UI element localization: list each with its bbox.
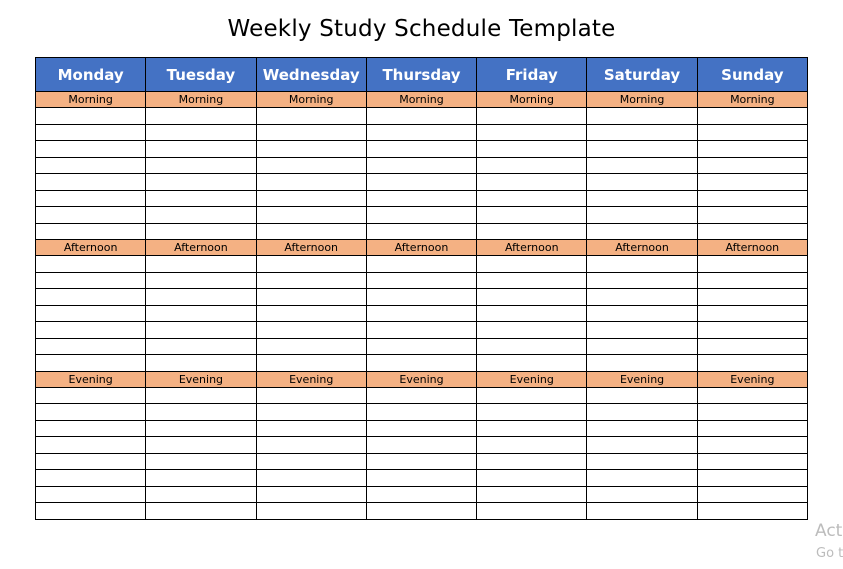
- schedule-cell[interactable]: [256, 420, 366, 437]
- schedule-cell[interactable]: [697, 190, 807, 207]
- schedule-cell[interactable]: [36, 223, 146, 240]
- schedule-cell[interactable]: [146, 223, 256, 240]
- schedule-cell[interactable]: [366, 124, 476, 141]
- schedule-cell[interactable]: [36, 420, 146, 437]
- schedule-cell[interactable]: [146, 453, 256, 470]
- schedule-cell[interactable]: [366, 404, 476, 421]
- section-label-evening: Evening: [146, 371, 256, 387]
- section-label-morning: Morning: [697, 92, 807, 108]
- schedule-cell[interactable]: [477, 322, 587, 339]
- schedule-cell[interactable]: [697, 355, 807, 372]
- schedule-cell[interactable]: [366, 207, 476, 224]
- schedule-cell[interactable]: [36, 338, 146, 355]
- schedule-cell[interactable]: [36, 256, 146, 273]
- schedule-cell[interactable]: [256, 305, 366, 322]
- schedule-cell[interactable]: [587, 486, 697, 503]
- schedule-cell[interactable]: [697, 272, 807, 289]
- schedule-row: [36, 437, 808, 454]
- schedule-cell[interactable]: [36, 124, 146, 141]
- schedule-cell[interactable]: [36, 207, 146, 224]
- schedule-row: [36, 124, 808, 141]
- schedule-cell[interactable]: [477, 174, 587, 191]
- schedule-cell[interactable]: [256, 174, 366, 191]
- schedule-cell[interactable]: [587, 190, 697, 207]
- section-row-afternoon: [36, 240, 808, 256]
- schedule-cell[interactable]: [477, 420, 587, 437]
- schedule-cell[interactable]: [366, 272, 476, 289]
- schedule-cell[interactable]: [587, 322, 697, 339]
- schedule-cell[interactable]: [146, 207, 256, 224]
- schedule-row: [36, 404, 808, 421]
- section-label-afternoon: Afternoon: [146, 240, 256, 256]
- schedule-cell[interactable]: [587, 108, 697, 125]
- schedule-cell[interactable]: [477, 289, 587, 306]
- schedule-cell[interactable]: [256, 387, 366, 404]
- day-header-tuesday: Tuesday: [146, 58, 256, 92]
- schedule-row: [36, 453, 808, 470]
- schedule-cell[interactable]: [256, 338, 366, 355]
- schedule-cell[interactable]: [146, 141, 256, 158]
- schedule-cell[interactable]: [146, 190, 256, 207]
- section-label-evening: Evening: [256, 371, 366, 387]
- schedule-row: [36, 486, 808, 503]
- schedule-cell[interactable]: [697, 420, 807, 437]
- schedule-cell[interactable]: [587, 223, 697, 240]
- watermark-line1: Act: [815, 521, 843, 541]
- schedule-cell[interactable]: [256, 157, 366, 174]
- schedule-cell[interactable]: [477, 223, 587, 240]
- schedule-cell[interactable]: [477, 207, 587, 224]
- schedule-cell[interactable]: [146, 437, 256, 454]
- schedule-row: [36, 207, 808, 224]
- schedule-cell[interactable]: [36, 322, 146, 339]
- schedule-cell[interactable]: [146, 256, 256, 273]
- schedule-cell[interactable]: [366, 322, 476, 339]
- section-label-morning: Morning: [366, 92, 476, 108]
- section-label-afternoon: Afternoon: [256, 240, 366, 256]
- schedule-cell[interactable]: [587, 305, 697, 322]
- schedule-cell[interactable]: [256, 223, 366, 240]
- schedule-cell[interactable]: [366, 223, 476, 240]
- schedule-cell[interactable]: [697, 470, 807, 487]
- watermark-line2: Go t: [816, 546, 843, 561]
- section-label-morning: Morning: [36, 92, 146, 108]
- schedule-cell[interactable]: [477, 453, 587, 470]
- schedule-cell[interactable]: [366, 256, 476, 273]
- section-label-afternoon: Afternoon: [36, 240, 146, 256]
- schedule-cell[interactable]: [587, 174, 697, 191]
- schedule-cell[interactable]: [587, 124, 697, 141]
- schedule-cell[interactable]: [256, 437, 366, 454]
- schedule-cell[interactable]: [697, 338, 807, 355]
- schedule-cell[interactable]: [256, 355, 366, 372]
- schedule-cell[interactable]: [587, 404, 697, 421]
- schedule-cell[interactable]: [146, 387, 256, 404]
- schedule-cell[interactable]: [366, 420, 476, 437]
- schedule-cell[interactable]: [256, 141, 366, 158]
- schedule-cell[interactable]: [366, 387, 476, 404]
- section-label-afternoon: Afternoon: [477, 240, 587, 256]
- schedule-cell[interactable]: [587, 503, 697, 520]
- schedule-cell[interactable]: [697, 486, 807, 503]
- schedule-body: [36, 92, 808, 520]
- schedule-cell[interactable]: [366, 289, 476, 306]
- schedule-cell[interactable]: [366, 437, 476, 454]
- schedule-cell[interactable]: [146, 305, 256, 322]
- schedule-cell[interactable]: [146, 174, 256, 191]
- section-label-evening: Evening: [366, 371, 476, 387]
- schedule-cell[interactable]: [587, 141, 697, 158]
- schedule-cell[interactable]: [697, 404, 807, 421]
- schedule-cell[interactable]: [587, 387, 697, 404]
- section-label-evening: Evening: [587, 371, 697, 387]
- schedule-cell[interactable]: [146, 157, 256, 174]
- schedule-row: [36, 387, 808, 404]
- section-label-morning: Morning: [587, 92, 697, 108]
- schedule-cell[interactable]: [366, 157, 476, 174]
- schedule-row: [36, 157, 808, 174]
- schedule-cell[interactable]: [36, 404, 146, 421]
- schedule-cell[interactable]: [366, 141, 476, 158]
- schedule-cell[interactable]: [146, 289, 256, 306]
- day-header-row: [36, 58, 808, 92]
- schedule-cell[interactable]: [256, 470, 366, 487]
- schedule-cell[interactable]: [697, 256, 807, 273]
- schedule-cell[interactable]: [256, 322, 366, 339]
- schedule-cell[interactable]: [477, 503, 587, 520]
- schedule-cell[interactable]: [366, 355, 476, 372]
- day-header-saturday: Saturday: [587, 58, 697, 92]
- schedule-cell[interactable]: [697, 157, 807, 174]
- schedule-row: [36, 190, 808, 207]
- schedule-row: [36, 355, 808, 372]
- schedule-cell[interactable]: [477, 437, 587, 454]
- schedule-cell[interactable]: [366, 338, 476, 355]
- schedule-cell[interactable]: [256, 124, 366, 141]
- schedule-cell[interactable]: [697, 437, 807, 454]
- day-header-monday: Monday: [36, 58, 146, 92]
- schedule-cell[interactable]: [256, 207, 366, 224]
- schedule-cell[interactable]: [477, 108, 587, 125]
- schedule-cell[interactable]: [697, 223, 807, 240]
- schedule-row: [36, 420, 808, 437]
- schedule-cell[interactable]: [36, 141, 146, 158]
- schedule-cell[interactable]: [146, 420, 256, 437]
- schedule-cell[interactable]: [587, 289, 697, 306]
- schedule-cell[interactable]: [477, 272, 587, 289]
- schedule-row: [36, 174, 808, 191]
- schedule-cell[interactable]: [36, 503, 146, 520]
- schedule-cell[interactable]: [256, 108, 366, 125]
- schedule-cell[interactable]: [477, 141, 587, 158]
- schedule-row: [36, 108, 808, 125]
- section-label-morning: Morning: [256, 92, 366, 108]
- schedule-cell[interactable]: [36, 305, 146, 322]
- schedule-cell[interactable]: [366, 190, 476, 207]
- schedule-cell[interactable]: [366, 108, 476, 125]
- schedule-table: [35, 57, 808, 520]
- schedule-row: [36, 470, 808, 487]
- schedule-cell[interactable]: [697, 289, 807, 306]
- schedule-cell[interactable]: [146, 272, 256, 289]
- schedule-cell[interactable]: [256, 190, 366, 207]
- schedule-row: [36, 322, 808, 339]
- schedule-cell[interactable]: [587, 338, 697, 355]
- schedule-cell[interactable]: [366, 174, 476, 191]
- schedule-cell[interactable]: [256, 256, 366, 273]
- section-label-afternoon: Afternoon: [587, 240, 697, 256]
- activation-watermark: [815, 521, 843, 561]
- schedule-cell[interactable]: [477, 305, 587, 322]
- schedule-cell[interactable]: [36, 470, 146, 487]
- schedule-cell[interactable]: [587, 355, 697, 372]
- section-row-morning: [36, 92, 808, 108]
- schedule-cell[interactable]: [36, 437, 146, 454]
- schedule-cell[interactable]: [146, 470, 256, 487]
- schedule-cell[interactable]: [256, 404, 366, 421]
- schedule-cell[interactable]: [477, 470, 587, 487]
- schedule-cell[interactable]: [697, 387, 807, 404]
- schedule-cell[interactable]: [697, 305, 807, 322]
- schedule-cell[interactable]: [587, 256, 697, 273]
- day-header-wednesday: Wednesday: [256, 58, 366, 92]
- section-label-morning: Morning: [477, 92, 587, 108]
- schedule-cell[interactable]: [477, 157, 587, 174]
- schedule-cell[interactable]: [146, 322, 256, 339]
- schedule-cell[interactable]: [256, 503, 366, 520]
- schedule-row: [36, 272, 808, 289]
- schedule-cell[interactable]: [36, 355, 146, 372]
- schedule-cell[interactable]: [256, 289, 366, 306]
- schedule-cell[interactable]: [146, 124, 256, 141]
- schedule-cell[interactable]: [256, 272, 366, 289]
- schedule-cell[interactable]: [697, 108, 807, 125]
- schedule-cell[interactable]: [477, 486, 587, 503]
- schedule-cell[interactable]: [36, 157, 146, 174]
- schedule-cell[interactable]: [587, 437, 697, 454]
- schedule-row: [36, 256, 808, 273]
- schedule-cell[interactable]: [697, 453, 807, 470]
- schedule-cell[interactable]: [146, 355, 256, 372]
- schedule-cell[interactable]: [36, 387, 146, 404]
- day-header-friday: Friday: [477, 58, 587, 92]
- schedule-cell[interactable]: [366, 486, 476, 503]
- schedule-cell[interactable]: [36, 272, 146, 289]
- schedule-cell[interactable]: [697, 174, 807, 191]
- schedule-cell[interactable]: [36, 190, 146, 207]
- schedule-row: [36, 289, 808, 306]
- schedule-cell[interactable]: [36, 174, 146, 191]
- schedule-cell[interactable]: [146, 108, 256, 125]
- schedule-cell[interactable]: [477, 404, 587, 421]
- schedule-cell[interactable]: [36, 289, 146, 306]
- schedule-cell[interactable]: [587, 470, 697, 487]
- schedule-cell[interactable]: [477, 338, 587, 355]
- schedule-cell[interactable]: [366, 470, 476, 487]
- day-header-thursday: Thursday: [366, 58, 476, 92]
- section-label-evening: Evening: [697, 371, 807, 387]
- section-label-morning: Morning: [146, 92, 256, 108]
- schedule-cell[interactable]: [146, 503, 256, 520]
- schedule-cell[interactable]: [587, 272, 697, 289]
- schedule-cell[interactable]: [477, 387, 587, 404]
- schedule-cell[interactable]: [587, 420, 697, 437]
- schedule-cell[interactable]: [366, 453, 476, 470]
- schedule-row: [36, 503, 808, 520]
- schedule-cell[interactable]: [36, 453, 146, 470]
- schedule-cell[interactable]: [256, 453, 366, 470]
- schedule-cell[interactable]: [36, 486, 146, 503]
- schedule-cell[interactable]: [697, 124, 807, 141]
- schedule-cell[interactable]: [697, 322, 807, 339]
- day-header-sunday: Sunday: [697, 58, 807, 92]
- page-title: Weekly Study Schedule Template: [227, 16, 616, 42]
- schedule-row: [36, 338, 808, 355]
- section-row-evening: [36, 371, 808, 387]
- schedule-row: [36, 141, 808, 158]
- schedule-cell[interactable]: [697, 207, 807, 224]
- section-label-evening: Evening: [477, 371, 587, 387]
- schedule-cell[interactable]: [477, 256, 587, 273]
- schedule-cell[interactable]: [587, 453, 697, 470]
- schedule-cell[interactable]: [146, 404, 256, 421]
- schedule-cell[interactable]: [477, 190, 587, 207]
- schedule-cell[interactable]: [587, 157, 697, 174]
- schedule-cell[interactable]: [146, 486, 256, 503]
- schedule-cell[interactable]: [146, 338, 256, 355]
- section-label-afternoon: Afternoon: [366, 240, 476, 256]
- schedule-cell[interactable]: [697, 141, 807, 158]
- schedule-row: [36, 223, 808, 240]
- schedule-cell[interactable]: [366, 305, 476, 322]
- schedule-cell[interactable]: [366, 503, 476, 520]
- schedule-cell[interactable]: [477, 355, 587, 372]
- section-label-afternoon: Afternoon: [697, 240, 807, 256]
- schedule-cell[interactable]: [36, 108, 146, 125]
- schedule-cell[interactable]: [256, 486, 366, 503]
- schedule-row: [36, 305, 808, 322]
- schedule-cell[interactable]: [697, 503, 807, 520]
- section-label-evening: Evening: [36, 371, 146, 387]
- schedule-cell[interactable]: [587, 207, 697, 224]
- schedule-cell[interactable]: [477, 124, 587, 141]
